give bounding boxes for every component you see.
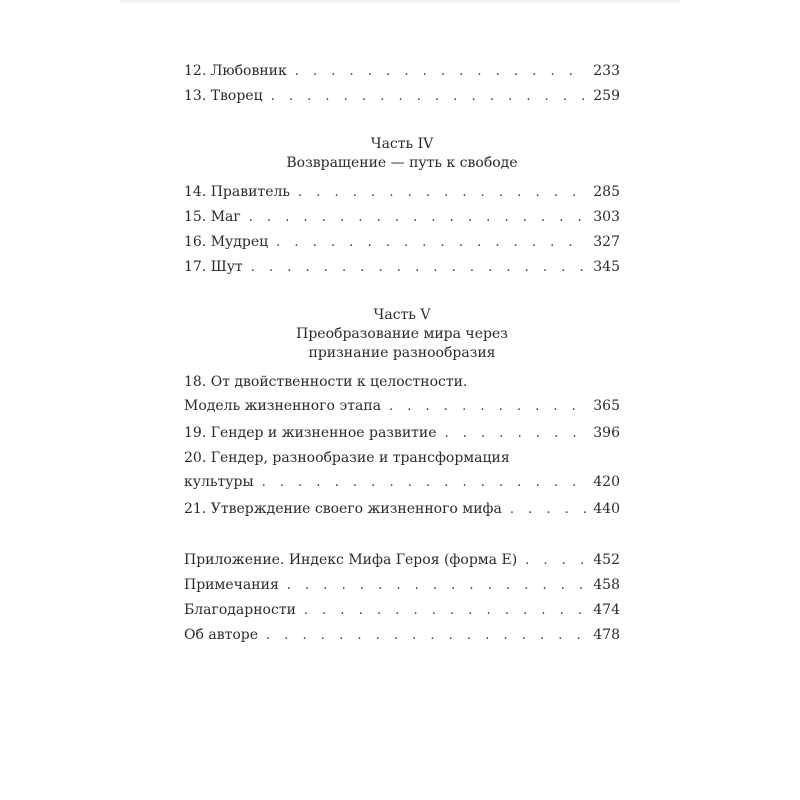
dot-leader <box>266 624 587 648</box>
toc-entry <box>184 497 620 522</box>
dot-leader <box>251 256 588 280</box>
toc-entry-multiline <box>184 446 620 495</box>
part-subtitle: Преобразование мира через <box>296 326 508 342</box>
toc-entry-title: Примечания <box>184 577 279 593</box>
dot-leader <box>389 395 587 419</box>
toc-entry <box>184 84 620 109</box>
toc-entry-title: 17. Шут <box>184 259 243 275</box>
toc-entry <box>184 421 620 446</box>
part-subtitle: признание разнообразия <box>308 345 496 361</box>
toc-entry-last-line <box>184 470 620 495</box>
toc-entry-title-line: 20. Гендер, разнообразие и трансформация <box>184 450 510 466</box>
toc-entry-title: 14. Правитель <box>184 184 290 200</box>
toc-entry-title: 12. Любовник <box>184 63 287 79</box>
toc-entry <box>184 598 620 623</box>
dot-leader <box>445 422 588 446</box>
dot-leader <box>525 549 587 573</box>
toc-entry <box>184 573 620 598</box>
part-heading <box>184 306 620 363</box>
dot-leader <box>249 206 588 230</box>
toc-entry-page: 285 <box>593 184 620 200</box>
dot-leader <box>271 85 588 109</box>
toc-entry-title-line: Модель жизненного этапа <box>184 398 382 414</box>
toc-entry-title: 15. Маг <box>184 209 241 225</box>
dot-leader <box>295 60 588 84</box>
toc-entry-page: 440 <box>593 501 620 517</box>
toc-entry-page: 452 <box>593 552 620 568</box>
toc-entry-page: 478 <box>593 627 620 643</box>
part-heading <box>184 135 620 173</box>
toc-entry-title: 19. Гендер и жизненное развитие <box>184 425 437 441</box>
toc-entry-page: 396 <box>593 425 620 441</box>
part-subtitle: Возвращение — путь к свободе <box>286 155 518 171</box>
toc-entry <box>184 59 620 84</box>
toc-entry-title-line: культуры <box>184 474 254 490</box>
toc-entry <box>184 180 620 205</box>
toc-entry <box>184 230 620 255</box>
section-gap <box>184 522 620 548</box>
toc-entry-title-line: 18. От двойственности к целостности. <box>184 374 468 390</box>
dot-leader <box>287 574 587 598</box>
toc-entry-page: 233 <box>593 63 620 79</box>
toc-entry-page: 458 <box>593 577 620 593</box>
part-title: Часть IV <box>370 136 434 152</box>
toc-entry-title: Благодарности <box>184 602 296 618</box>
dot-leader <box>298 181 587 205</box>
dot-leader <box>276 231 587 255</box>
toc-entry <box>184 548 620 573</box>
toc-entry-page: 259 <box>593 88 620 104</box>
toc-entry-page: 420 <box>593 474 620 490</box>
toc-entry-multiline <box>184 370 620 419</box>
part-title: Часть V <box>373 307 431 323</box>
toc-entry-page: 474 <box>593 602 620 618</box>
toc-entry-last-line <box>184 394 620 419</box>
toc-entry-page: 303 <box>593 209 620 225</box>
toc-entry <box>184 255 620 280</box>
dot-leader <box>510 498 587 522</box>
toc-entry-title: 21. Утверждение своего жизненного мифа <box>184 501 502 517</box>
toc-entry-page: 327 <box>593 234 620 250</box>
toc-entry-title: 16. Мудрец <box>184 234 269 250</box>
toc-entry <box>184 205 620 230</box>
toc-entry-title: 13. Творец <box>184 88 263 104</box>
dot-leader <box>262 471 588 495</box>
toc-entry-title: Об авторе <box>184 627 259 643</box>
table-of-contents <box>184 59 620 648</box>
toc-entry-page: 345 <box>593 259 620 275</box>
dot-leader <box>304 599 587 623</box>
toc-entry-title: Приложение. Индекс Мифа Героя (форма E) <box>184 552 518 568</box>
toc-entry-page: 365 <box>593 398 620 414</box>
page-top-edge <box>120 0 680 4</box>
toc-entry <box>184 623 620 648</box>
